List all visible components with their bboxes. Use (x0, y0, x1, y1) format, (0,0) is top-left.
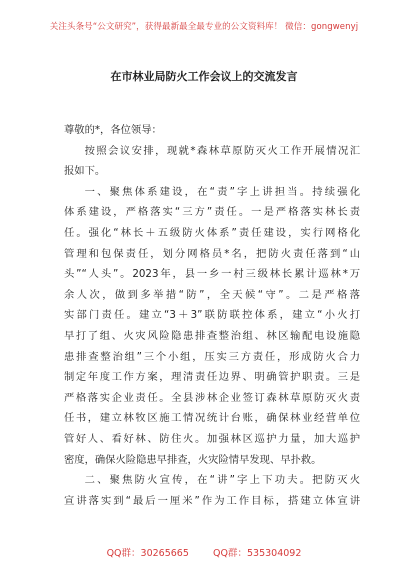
body-line: 余人次，做到多举措“防”，全天候“守”。二是严格落 (64, 288, 360, 301)
body-line: 管理和包保责任，划分网格员*名，把防火责任落到“山 (64, 247, 360, 260)
body-line: 制定年度工作方案，理清责任边界、明确管护职责。三是 (64, 371, 360, 384)
body-line: 实部门责任。建立“3＋3”联防联控体系，建立“小火打 (64, 309, 360, 322)
body-line: 任书，建立林牧区施工情况统计台账，确保林业经营单位 (64, 412, 360, 425)
body-line: 密度，确保火险隐患早排查，火灾险情早发现、早扑救。 (64, 453, 322, 466)
body-line: 按照会议安排，现就*森林草原防灭火工作开展情况汇 (84, 144, 360, 157)
header-banner: 关注头条号“公文研究”，获得最新最全最专业的公文资料库！ 微信：gongwenyj (49, 22, 359, 32)
body-line: 二、聚焦防火宣传，在“讲”字上下功夫。把防灭火 (84, 474, 360, 487)
body-line: 早打了组、火灾风险隐患排查整治组、林区输配电设施隐 (64, 329, 360, 342)
document-title: 在市林业局防火工作会议上的交流发言 (110, 70, 298, 83)
salutation-line: 尊敬的*，各位领导： (64, 124, 162, 136)
body-line: 一、聚焦体系建设，在“责”字上讲担当。持续强化 (84, 185, 360, 198)
body-line: 患排查整治组”三个小组，压实三方责任，形成防火合力 (64, 350, 360, 363)
body-line: 头”“人头”。2023年，县一乡一村三级林长累计巡林*万 (64, 268, 360, 281)
body-line: 管好人、看好林、防住火。加强林区巡护力量，加大巡护 (64, 432, 360, 445)
body-line: 宣讲落实到“最后一厘米”作为工作目标，搭建立体宣讲 (64, 494, 360, 507)
body-line: 报如下。 (64, 165, 106, 178)
footer-contact: QQ群：30265665 QQ群：535304092 (106, 548, 302, 559)
body-line: 任。强化“林长＋五级防火体系”责任建设，实行网格化 (64, 226, 360, 239)
body-line: 严格落实企业责任。全县涉林企业签订森林草原防灭火责 (64, 391, 360, 404)
body-line: 体系建设，严格落实“三方”责任。一是严格落实林长责 (64, 206, 360, 219)
document-body (64, 120, 360, 511)
